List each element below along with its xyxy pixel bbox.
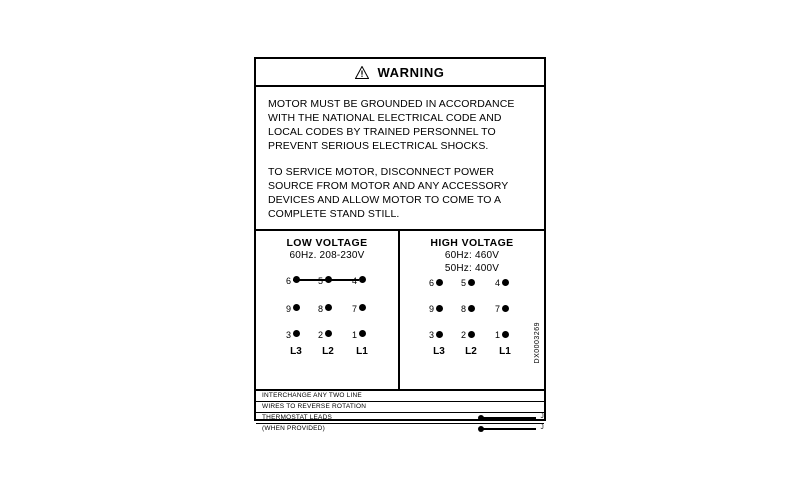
panel-high-voltage-title: HIGH VOLTAGE [430,237,514,249]
low-node-label-3: 3 [285,329,291,340]
high-node-8 [468,305,475,312]
warning-paragraph-2: TO SERVICE MOTOR, DISCONNECT POWER SOURCE FROM MOTOR AND ANY ACCESSORY DEVICES AND ALLOW MOTOR TO COME TO A COMPLETE STAND STILL. [268,166,509,220]
low-node-6 [293,276,300,283]
warning-body [256,87,544,231]
thermostat-lead-marker-2: J [540,424,544,431]
high-node-label-5: 5 [460,278,466,288]
drawing-number: DX0003269 [534,321,541,363]
panel-high-voltage-subtitle-1: 60Hz: 460V [444,250,500,261]
warning-paragraph-1: MOTOR MUST BE GROUNDED IN ACCORDANCE WITH THE NATIONAL ELECTRICAL CODE AND LOCAL CODES BY TRAINED PERSONNEL TO PREVENT SERIOUS ELECTRICAL SHOCKS. [268,98,515,152]
low-node-5 [325,276,332,283]
panel-low-voltage-title: LOW VOLTAGE [286,237,368,249]
low-terminal-l1: L1 [356,345,368,357]
low-node-1 [359,330,366,337]
high-terminal-l1: L1 [499,346,511,357]
low-node-label-6: 6 [285,275,291,286]
thermostat-lead-wire-2 [482,428,536,430]
low-node-3 [293,330,300,337]
thermostat-lead-wire-1 [482,417,536,419]
high-node-6 [436,279,443,286]
low-terminal-l2: L2 [322,345,334,357]
high-node-4 [502,279,509,286]
note-text-3: THERMOSTAT LEADS [262,414,333,421]
low-terminal-l3: L3 [290,345,302,357]
high-node-3 [436,331,443,338]
note-text-1: INTERCHANGE ANY TWO LINE [262,392,362,399]
low-node-8 [325,304,332,311]
note-row [256,413,544,424]
note-row [256,402,544,413]
high-node-label-3: 3 [428,330,434,340]
high-node-5 [468,279,475,286]
note-text-4: (WHEN PROVIDED) [262,425,325,432]
high-node-label-7: 7 [494,304,500,314]
high-node-label-8: 8 [460,304,466,314]
high-terminal-l2: L2 [465,346,477,357]
note-row [256,424,544,435]
low-voltage-diagram [267,263,387,368]
wiring-panels [256,231,544,391]
high-node-1 [502,331,509,338]
thermostat-lead-marker-1: J [540,413,544,420]
high-node-label-6: 6 [428,278,434,288]
high-node-label-1: 1 [494,330,500,340]
low-node-label-1: 1 [351,329,357,340]
high-voltage-diagram [412,275,532,367]
low-node-label-8: 8 [317,303,323,314]
high-node-label-2: 2 [460,330,466,340]
high-node-2 [468,331,475,338]
panel-low-voltage [256,231,400,389]
low-node-4 [359,276,366,283]
low-node-label-5: 5 [317,275,323,286]
high-node-9 [436,305,443,312]
high-node-label-4: 4 [494,278,500,288]
low-node-7 [359,304,366,311]
motor-nameplate-label [254,57,546,432]
warning-title: WARNING [377,64,445,80]
low-node-label-7: 7 [351,303,357,314]
low-node-label-4: 4 [351,275,357,286]
high-terminal-l3: L3 [433,346,445,357]
panel-high-voltage [400,231,544,389]
panel-low-voltage-subtitle-1: 60Hz. 208-230V [289,250,365,261]
high-node-7 [502,305,509,312]
low-node-2 [325,330,332,337]
low-node-label-9: 9 [285,303,291,314]
panel-high-voltage-subtitle-2: 50Hz: 400V [444,262,500,274]
warning-triangle-icon [355,66,369,79]
low-node-9 [293,304,300,311]
warning-header [256,59,544,87]
note-text-2: WIRES TO REVERSE ROTATION [262,403,367,410]
notes-block [256,391,544,435]
note-row [256,391,544,402]
low-node-label-2: 2 [317,329,323,340]
high-node-label-9: 9 [428,304,434,314]
